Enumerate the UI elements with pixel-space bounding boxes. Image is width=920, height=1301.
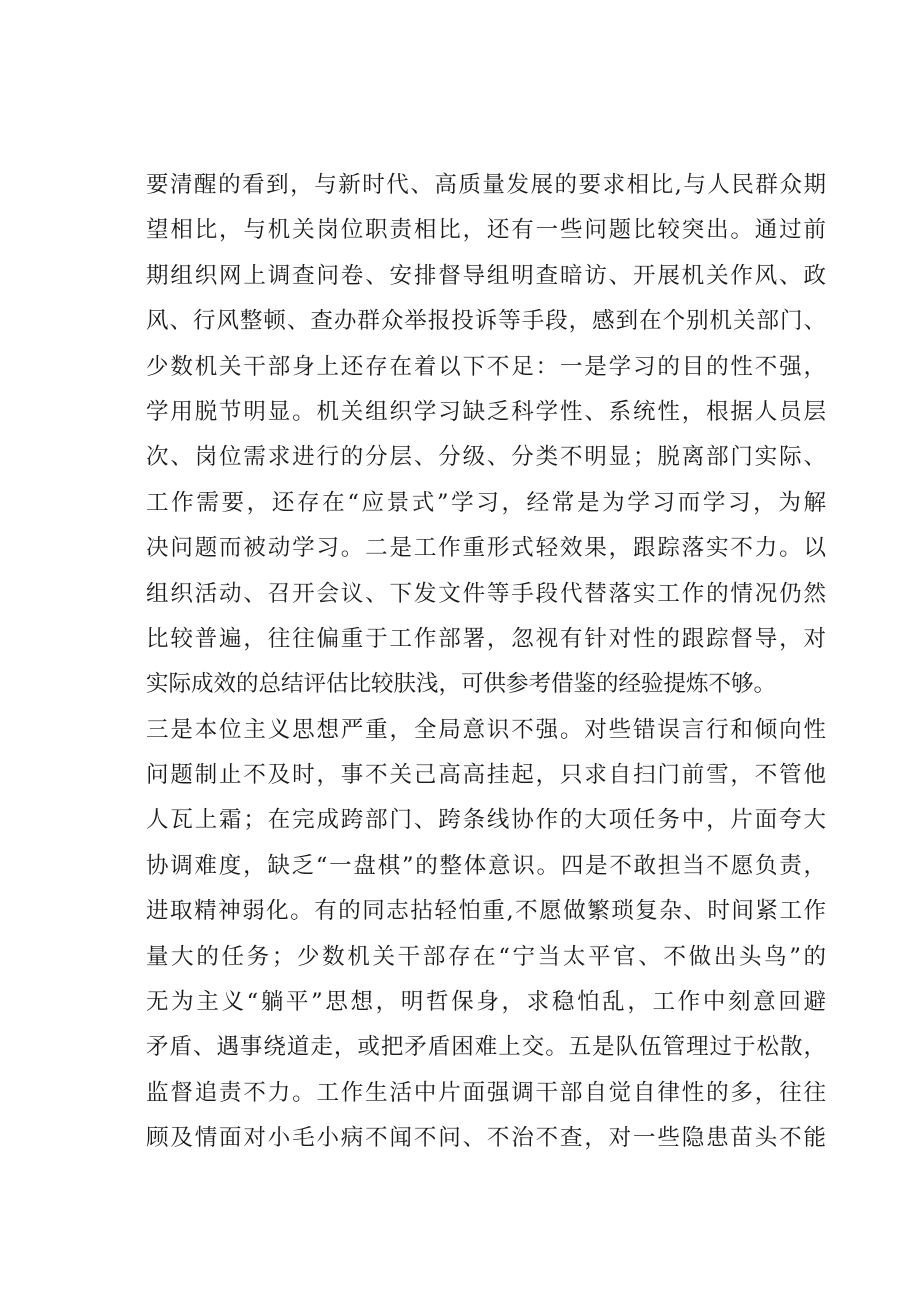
text-line: 风、行风整顿、查办群众举报投诉等手段，感到在个别机关部门、 <box>146 308 826 335</box>
text-line: 要清醒的看到，与新时代、高质量发展的要求相比,与人民群众期 <box>146 172 826 198</box>
text-line: 协调难度，缺乏“一盘棋”的整体意识。四是不敢担当不愿负责， <box>146 852 826 879</box>
text-line: 三是本位主义思想严重，全局意识不强。对些错误言行和倾向性 <box>146 716 826 743</box>
text-line: 矛盾、遇事绕道走，或把矛盾困难上交。五是队伍管理过于松散， <box>146 1034 826 1061</box>
text-line: 学用脱节明显。机关组织学习缺乏科学性、系统性，根据人员层 <box>146 398 826 425</box>
text-line: 工作需要，还存在“应景式”学习，经常是为学习而学习，为解 <box>146 489 826 516</box>
text-line: 组织活动、召开会议、下发文件等手段代替落实工作的情况仍然 <box>146 580 826 607</box>
text-line: 少数机关干部身上还存在着以下不足：一是学习的目的性不强， <box>146 353 826 380</box>
text-line: 无为主义“躺平”思想，明哲保身，求稳怕乱，工作中刻意回避 <box>146 989 826 1016</box>
text-line: 次、岗位需求进行的分层、分级、分类不明显；脱离部门实际、 <box>146 444 826 471</box>
text-line: 进取精神弱化。有的同志拈轻怕重,不愿做繁琐复杂、时间紧工作 <box>146 898 826 925</box>
text-line: 决问题而被动学习。二是工作重形式轻效果，跟踪落实不力。以 <box>146 535 826 562</box>
text-line: 比较普遍，往往偏重于工作部署，忽视有针对性的跟踪督导，对 <box>146 625 826 652</box>
text-line: 问题制止不及时，事不关己高高挂起，只求自扫门前雪，不管他 <box>146 762 826 789</box>
text-line: 顾及情面对小毛小病不闻不问、不治不查，对一些隐患苗头不能 <box>146 1125 826 1152</box>
text-line: 实际成效的总结评估比较肤浅，可供参考借鉴的经验提炼不够。 <box>146 671 777 698</box>
text-line: 望相比，与机关岗位职责相比，还有一些问题比较突出。通过前 <box>146 217 826 244</box>
text-line: 量大的任务；少数机关干部存在“宁当太平官、不做出头鸟”的 <box>146 943 826 970</box>
body-paragraph <box>146 163 826 1162</box>
text-line: 监督追责不力。工作生活中片面强调干部自觉自律性的多，往往 <box>146 1079 826 1106</box>
text-line: 期组织网上调查问卷、安排督导组明查暗访、开展机关作风、政 <box>146 262 826 289</box>
text-line: 人瓦上霜；在完成跨部门、跨条线协作的大项任务中，片面夸大 <box>146 807 826 834</box>
